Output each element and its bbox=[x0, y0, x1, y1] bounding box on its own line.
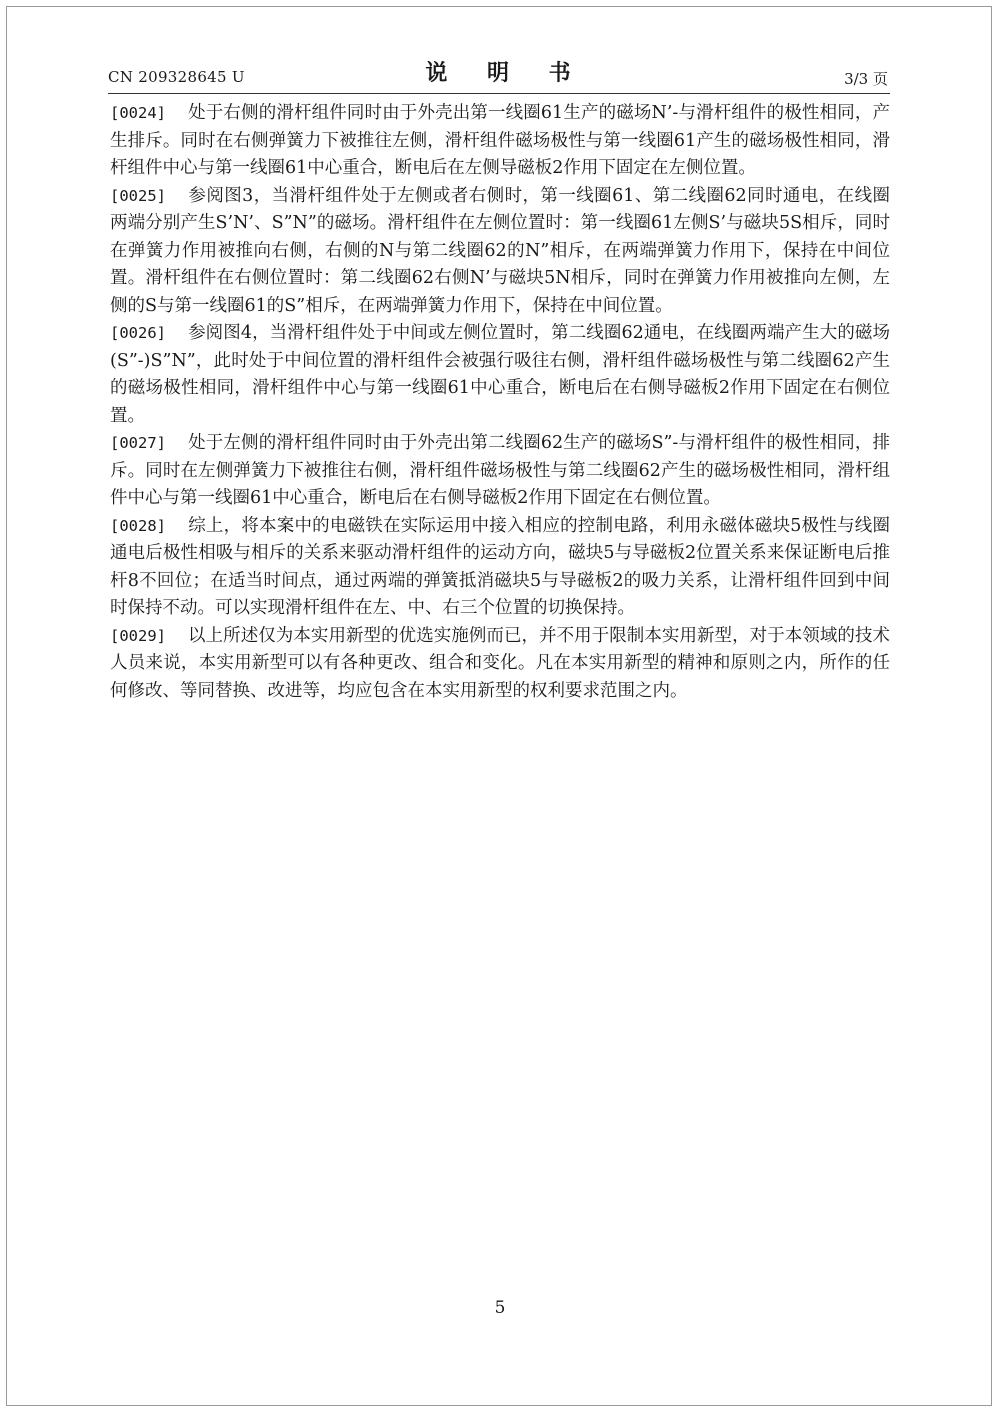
document-body bbox=[110, 100, 890, 705]
paragraph-0028 bbox=[110, 513, 890, 623]
paragraph-0025 bbox=[110, 183, 890, 321]
paragraph-text: 处于右侧的滑杆组件同时由于外壳出第一线圈61生产的磁场N’-与滑杆组件的极性相同，产生排斥。同时在右侧弹簧力下被推往左侧，滑杆组件磁场极性与第一线圈61产生的磁场极性相同，滑杆组件中心与第一线圈61中心重合，断电后在左侧导磁板2作用下固定在左侧位置。 bbox=[110, 103, 890, 178]
paragraph-0029 bbox=[110, 623, 890, 706]
paragraph-number: [0026] bbox=[110, 324, 166, 342]
paragraph-0024 bbox=[110, 100, 890, 183]
document-title: 说 明 书 bbox=[425, 60, 587, 86]
paragraph-number: [0024] bbox=[110, 104, 166, 122]
paragraph-text: 以上所述仅为本实用新型的优选实施例而已，并不用于限制本实用新型，对于本领域的技术人员来说，本实用新型可以有各种更改、组合和变化。凡在本实用新型的精神和原则之内，所作的任何修改、等同替换、改进等，均应包含在本实用新型的权利要求范围之内。 bbox=[110, 625, 890, 701]
paragraph-text: 处于左侧的滑杆组件同时由于外壳出第二线圈62生产的磁场S”-与滑杆组件的极性相同，排斥。同时在左侧弹簧力下被推往右侧，滑杆组件磁场极性与第二线圈62产生的磁场极性相同，滑杆组件中心与第一线圈61中心重合，断电后在右侧导磁板2作用下固定在右侧位置。 bbox=[110, 433, 890, 508]
page-indicator: 3/3 页 bbox=[844, 70, 888, 88]
paragraph-text: 参阅图4，当滑杆组件处于中间或左侧位置时，第二线圈62通电，在线圈两端产生大的磁场(S”-)S”N”，此时处于中间位置的滑杆组件会被强行吸往右侧，滑杆组件磁场极性与第二线圈62产生的磁场极性相同，滑杆组件中心与第一线圈61中心重合，断电后在右侧导磁板2作用下固定在右侧位置。 bbox=[110, 323, 890, 426]
paragraph-number: [0028] bbox=[110, 516, 166, 535]
paragraph-0026 bbox=[110, 320, 890, 430]
page-header bbox=[108, 56, 888, 90]
header-divider bbox=[108, 93, 890, 94]
document-id: CN 209328645 U bbox=[108, 68, 245, 86]
paragraph-0027 bbox=[110, 430, 890, 513]
paragraph-text: 综上，将本案中的电磁铁在实际运用中接入相应的控制电路，利用永磁体磁块5极性与线圈通电后极性相吸与相斥的关系来驱动滑杆组件的运动方向，磁块5与导磁板2位置关系来保证断电后推杆8不回位；在适当时间点，通过两端的弹簧抵消磁块5与导磁板2的吸力关系，让滑杆组件回到中间时保持不动。可以实现滑杆组件在左、中、右三个位置的切换保持。 bbox=[110, 515, 890, 618]
paragraph-number: [0029] bbox=[110, 626, 166, 645]
paragraph-text: 参阅图3，当滑杆组件处于左侧或者右侧时，第一线圈61、第二线圈62同时通电，在线圈两端分别产生S’N’、S”N”的磁场。滑杆组件在左侧位置时：第一线圈61左侧S’与磁块5S相斥，同时在弹簧力作用被推向右侧，右侧的N与第二线圈62的N”相斥，在两端弹簧力作用下，保持在中间位置。滑杆组件在右侧位置时：第二线圈62右侧N’与磁块5N相斥，同时在弹簧力作用被推向左侧，左侧的S与第一线圈61的S”相斥，在两端弹簧力作用下，保持在中间位置。 bbox=[110, 185, 890, 316]
paragraph-number: [0025] bbox=[110, 186, 166, 205]
page-number: 5 bbox=[494, 1298, 506, 1318]
paragraph-number: [0027] bbox=[110, 434, 166, 452]
